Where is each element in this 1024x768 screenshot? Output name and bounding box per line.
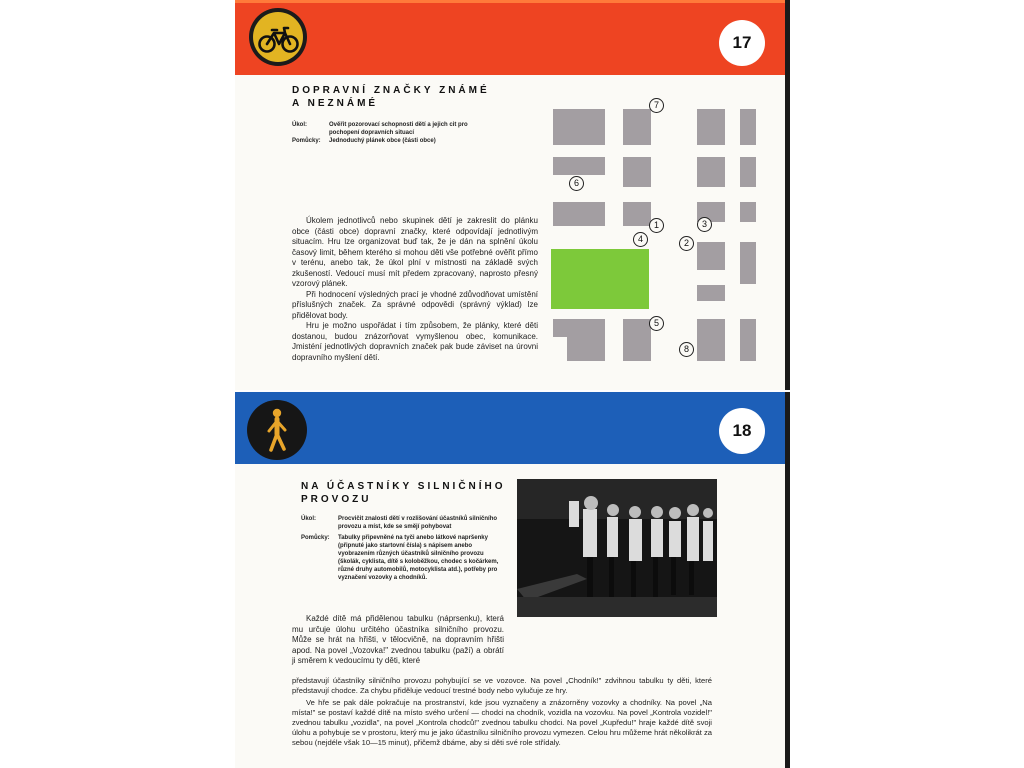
card-17 [235,0,790,390]
building-block [697,319,725,361]
card-18-body-narrow [292,614,504,667]
card-17-meta-task: Úkol: Ověřit pozorovací schopnosti dětí a jejich cit pro pochopení dopravních situací [292,122,468,136]
card-18-number: 18 [719,408,765,454]
park-area [551,249,649,309]
map-marker: 1 [649,218,664,233]
building-block [697,109,725,145]
pedestrian-icon-disc [247,400,307,460]
pedestrian-icon [247,400,307,460]
card-17-body [292,216,538,363]
map-marker: 6 [569,176,584,191]
card-17-number: 17 [719,20,765,66]
card-17-title: DOPRAVNÍ ZNAČKY ZNÁMÉ A NEZNÁMÉ [292,85,490,109]
building-block [740,109,756,145]
map-marker: 7 [649,98,664,113]
building-block [553,109,605,145]
map-marker: 4 [633,232,648,247]
card-17-paragraph: Při hodnocení výsledných prací je vhodné zdůvodňovat umístění příslušných značek. Za správné odpovědi (správný výklad) lze přidělovat body. [292,289,538,320]
building-block [697,242,725,270]
card-18-meta-tools: Pomůcky: Tabulky připevněné na tyči anebo látkové napršenky (připnuté jako startovní čísla) s nápisem anebo vyobrazením různých účastníků silničního provozu (školák, cyklista, dítě s koloběžkou, chodec s kočárkem, různé druhy automobilů, motocyklista atd.), potřeby pro vyznačení vozovky a chodníků. [301,535,499,581]
building-block [740,202,756,222]
card-18-header-band [235,392,785,464]
card-18-title: NA ÚČASTNÍKY SILNIČNÍHO PROVOZU [301,481,506,505]
card-18-paragraph: představují účastníky silničního provozu pohybující se ve vozovce. Na povel „Chodník!" zdvihnou tabulku ty děti, které představují chodce. Za chybu přiděluje vedoucí trestné body nebo vylučuje ze hry. [292,676,712,695]
building-block [553,202,605,226]
card-17-meta [292,121,482,145]
card-17-header-band [235,0,785,75]
card-18-meta [301,515,501,582]
card-18-paragraph: Ve hře se pak dále pokračuje na prostranství, kde jsou vyznačeny a znázorněny vozovky a chodníky. Na povel „Na místa!" se postaví každé dítě na místo svého určení — chodci na chodník, vozidla na vozovku. Na povel „Kontrola vozidel!" zvednou tabulku „vozidla", na povel „Kontrola chodců!" zvednou tabulku chodci. Na povel „Kupředu!" hraje každé dítě svoji úlohu a pohybuje se v prostoru, který mu je jako účastníku silničního provozu vymezen. Celou hru můžeme hrát několikrát za sebou (nejdéle však 10—15 minut), přičemž dbáme, aby si děti své role střídaly. [292,698,712,747]
card-17-paragraph: Hru je možno uspořádat i tím způsobem, že plánky, které děti dostanou, budou znázorňovat vymyšlenou obec, komunikace. Jmisténí jednotlivých dopravních značek pak bude záviset na úrovni dopravního myšlení dětí. [292,321,538,362]
building-block [740,319,756,361]
card-18-paragraph: Každé dítě má přidělenou tabulku (náprsenku), která mu určuje úlohu určitého účastníka silničního provozu. Může se hrát na hřišti, v tělocvičně, na dopravním hřišti apod. Na povel „Vozovka!" zvednou tabulku (paží) a obrátí ji směrem k vedoucímu ty děti, které [292,614,504,665]
map-marker: 8 [679,342,694,357]
building-block [697,285,725,301]
building-block [623,202,651,226]
building-block [740,157,756,187]
card-18-meta-task: Úkol: Procvičit znalosti dětí v rozlišování účastníků silničního provozu a míst, kde se smějí pohybovat [301,516,498,530]
town-plan [545,95,785,370]
building-block [623,157,651,187]
card-17-meta-tools: Pomůcky: Jednoduchý plánek obce (části obce) [292,138,436,144]
card-18-body-wide [292,676,712,748]
bicycle-icon [249,8,307,66]
card-18 [235,392,790,768]
card-17-paragraph: Úkolem jednotlivců nebo skupinek dětí je zakreslit do plánku obce (části obce) dopravní značky, které odpovídají jednotlivým situacím. Hru lze organizovat buď tak, že je dán na splnění úkolu časový limit, během kterého si mohou děti vše potřebné ověřit přímo v terénu, anebo tak, že úkol plní v místnosti na základě svých zkušeností. Vedoucí musí mít předem zpracovaný, naprosto přesný vzorový plánek. [292,216,538,288]
building-block [740,242,756,284]
building-block [623,109,651,145]
building-block [567,337,605,361]
building-block [553,157,605,175]
building-block [623,319,651,361]
map-marker: 5 [649,316,664,331]
bicycle-icon-disc [249,8,307,66]
building-block [697,157,725,187]
children-photo [517,479,717,617]
map-marker: 3 [697,217,712,232]
map-marker: 2 [679,236,694,251]
building-block [553,319,605,337]
